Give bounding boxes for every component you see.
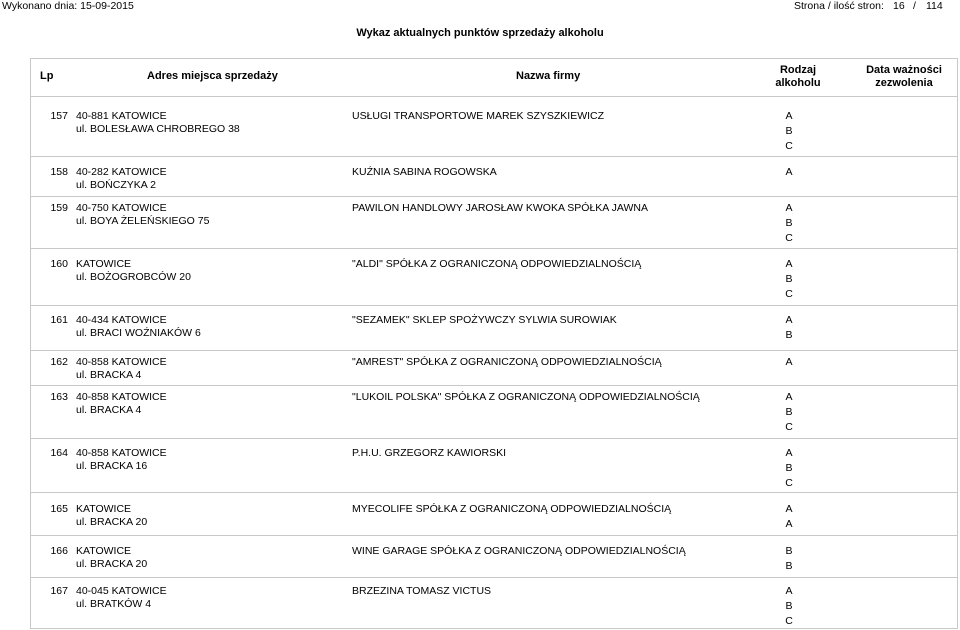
row-number: 162 bbox=[50, 356, 68, 368]
page-total: 114 bbox=[926, 0, 943, 12]
row-number: 163 bbox=[50, 391, 68, 403]
address-city: KATOWICE bbox=[76, 503, 132, 515]
address-city: KATOWICE bbox=[76, 545, 132, 557]
col-type bbox=[768, 64, 828, 90]
row-number: 159 bbox=[50, 202, 68, 214]
address-street: ul. BOYA ŻELEŃSKIEGO 75 bbox=[76, 214, 210, 227]
address-street: ul. BOŻOGROBCÓW 20 bbox=[76, 270, 191, 283]
alcohol-type: A bbox=[785, 503, 793, 515]
alcohol-type: A bbox=[785, 110, 793, 122]
address-city: 40-434 KATOWICE bbox=[76, 314, 167, 326]
col-lp: Lp bbox=[40, 70, 54, 82]
alcohol-type: C bbox=[785, 615, 793, 627]
alcohol-type: B bbox=[785, 125, 793, 137]
address-city: 40-858 KATOWICE bbox=[76, 447, 167, 459]
firm-name: "LUKOIL POLSKA" SPÓŁKA Z OGRANICZONĄ ODPOWIEDZIALNOŚCIĄ bbox=[352, 391, 700, 403]
firm-name: "SEZAMEK" SKLEP SPOŻYWCZY SYLWIA SUROWIAK bbox=[352, 314, 617, 326]
address-street: ul. BRACKA 4 bbox=[76, 403, 142, 416]
alcohol-type: B bbox=[785, 462, 793, 474]
alcohol-type: B bbox=[785, 273, 793, 285]
alcohol-type: A bbox=[785, 447, 793, 459]
alcohol-type: C bbox=[785, 232, 793, 244]
alcohol-type: A bbox=[785, 518, 793, 530]
alcohol-type: A bbox=[785, 391, 793, 403]
page-title: Wykaz aktualnych punktów sprzedaży alkoholu bbox=[356, 27, 604, 39]
row-number: 161 bbox=[50, 314, 68, 326]
alcohol-type: A bbox=[785, 356, 793, 368]
col-type-line2: alkoholu bbox=[775, 77, 821, 89]
alcohol-type: C bbox=[785, 477, 793, 489]
row-divider bbox=[30, 248, 958, 249]
row-divider bbox=[30, 156, 958, 157]
col-validity-line2: zezwolenia bbox=[875, 77, 933, 89]
row-divider bbox=[30, 438, 958, 439]
alcohol-type: A bbox=[785, 258, 793, 270]
alcohol-type: B bbox=[785, 600, 793, 612]
row-number: 157 bbox=[50, 110, 68, 122]
alcohol-type: C bbox=[785, 288, 793, 300]
row-divider bbox=[30, 196, 958, 197]
firm-name: BRZEZINA TOMASZ VICTUS bbox=[352, 585, 492, 597]
address-street: ul. BRATKÓW 4 bbox=[76, 597, 152, 610]
firm-name: P.H.U. GRZEGORZ KAWIORSKI bbox=[352, 447, 507, 459]
row-divider bbox=[30, 350, 958, 351]
address-street: ul. BOLESŁAWA CHROBREGO 38 bbox=[76, 122, 240, 135]
address-city: 40-045 KATOWICE bbox=[76, 585, 167, 597]
page-current: 16 bbox=[893, 0, 905, 12]
alcohol-type: C bbox=[785, 421, 793, 433]
row-number: 158 bbox=[50, 166, 68, 178]
col-validity-line1: Data ważności bbox=[866, 64, 942, 76]
col-type-line1: Rodzaj bbox=[779, 64, 817, 76]
firm-name: USŁUGI TRANSPORTOWE MAREK SZYSZKIEWICZ bbox=[352, 110, 605, 122]
address-city: 40-282 KATOWICE bbox=[76, 166, 167, 178]
address-street: ul. BOŃCZYKA 2 bbox=[76, 178, 156, 191]
alcohol-type: C bbox=[785, 140, 793, 152]
address-city: 40-881 KATOWICE bbox=[76, 110, 167, 122]
row-number: 166 bbox=[50, 545, 68, 557]
firm-name: MYECOLIFE SPÓŁKA Z OGRANICZONĄ ODPOWIEDZIALNOŚCIĄ bbox=[352, 503, 672, 515]
address-city: 40-858 KATOWICE bbox=[76, 391, 167, 403]
firm-name: PAWILON HANDLOWY JAROSŁAW KWOKA SPÓŁKA JAWNA bbox=[352, 202, 649, 214]
address-street: ul. BRACKA 4 bbox=[76, 368, 142, 381]
alcohol-type: B bbox=[785, 560, 793, 572]
alcohol-type: B bbox=[785, 329, 793, 341]
header-divider bbox=[30, 96, 958, 97]
address-street: ul. BRACI WOŹNIAKÓW 6 bbox=[76, 326, 201, 339]
alcohol-type: A bbox=[785, 585, 793, 597]
row-number: 164 bbox=[50, 447, 68, 459]
row-number: 167 bbox=[50, 585, 68, 597]
row-divider bbox=[30, 305, 958, 306]
firm-name: "ALDI" SPÓŁKA Z OGRANICZONĄ ODPOWIEDZIALNOŚCIĄ bbox=[352, 258, 642, 270]
col-address: Adres miejsca sprzedaży bbox=[147, 70, 278, 82]
row-divider bbox=[30, 385, 958, 386]
firm-name: "AMREST" SPÓŁKA Z OGRANICZONĄ ODPOWIEDZIALNOŚCIĄ bbox=[352, 356, 662, 368]
alcohol-type: B bbox=[785, 545, 793, 557]
address-city: KATOWICE bbox=[76, 258, 132, 270]
address-street: ul. BRACKA 20 bbox=[76, 557, 148, 570]
firm-name: WINE GARAGE SPÓŁKA Z OGRANICZONĄ ODPOWIEDZIALNOŚCIĄ bbox=[352, 545, 686, 557]
row-divider bbox=[30, 535, 958, 536]
row-number: 160 bbox=[50, 258, 68, 270]
alcohol-type: A bbox=[785, 166, 793, 178]
row-divider bbox=[30, 492, 958, 493]
table-frame bbox=[30, 58, 958, 629]
address-city: 40-750 KATOWICE bbox=[76, 202, 167, 214]
address-street: ul. BRACKA 16 bbox=[76, 459, 148, 472]
address-city: 40-858 KATOWICE bbox=[76, 356, 167, 368]
col-firm: Nazwa firmy bbox=[516, 70, 581, 82]
alcohol-type: B bbox=[785, 406, 793, 418]
alcohol-type: A bbox=[785, 202, 793, 214]
row-divider bbox=[30, 577, 958, 578]
page-separator: / bbox=[913, 0, 916, 12]
printed-date: Wykonano dnia: 15-09-2015 bbox=[2, 0, 134, 12]
firm-name: KUŹNIA SABINA ROGOWSKA bbox=[352, 166, 497, 178]
row-number: 165 bbox=[50, 503, 68, 515]
alcohol-type: A bbox=[785, 314, 793, 326]
page-label: Strona / ilość stron: bbox=[794, 0, 884, 12]
col-validity bbox=[858, 64, 950, 90]
address-street: ul. BRACKA 20 bbox=[76, 515, 148, 528]
alcohol-type: B bbox=[785, 217, 793, 229]
